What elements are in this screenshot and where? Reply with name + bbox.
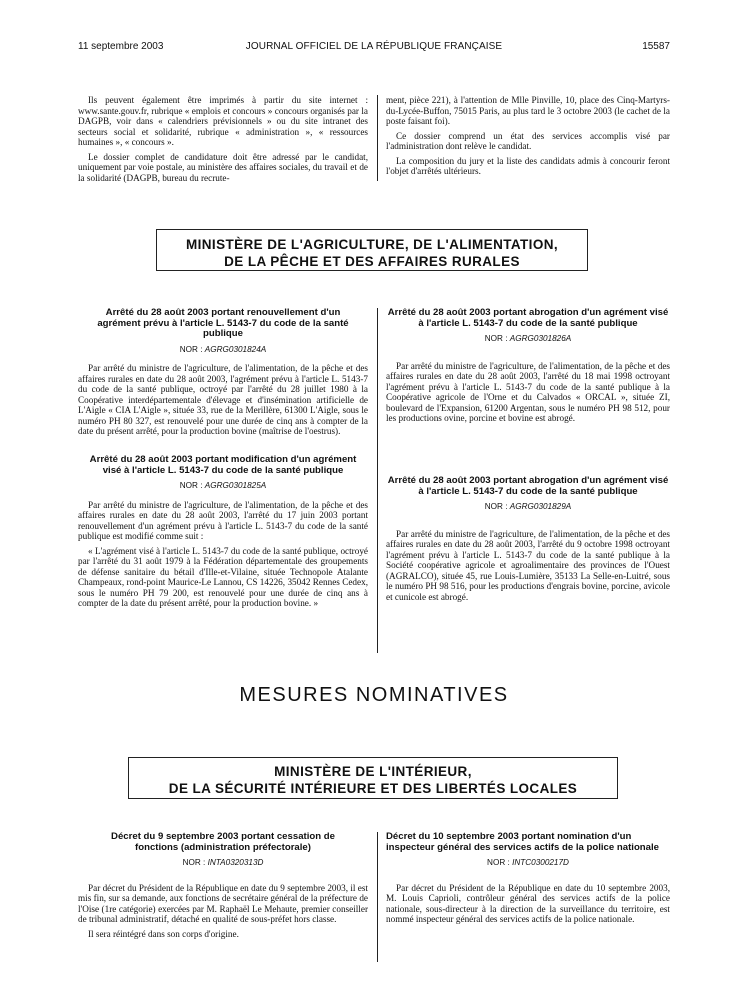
paragraph: Ils peuvent également être imprimés à partir du site internet : www.sante.gouv.fr, rubrique « emplois et concours » concours organisés par la DAGPB, voir dans « calendriers prévisionnels » ou du site intranet des secteurs social et solidarité, rubrique « administration », « ressources humaines », « concours ». [78,95,368,147]
ministry-interior-heading [128,757,618,799]
paragraph: Le dossier complet de candidature doit être adressé par le candidat, uniquement par voie postale, au ministère des affaires sociales, du travail et de la solidarité (DAGPB, bureau du recrute- [78,151,368,183]
paragraph: Il sera réintégré dans son corps d'origine. [88,928,239,939]
decree-title: Arrêté du 28 août 2003 portant abrogation d'un agrément visé à l'article L. 5143-7 du code de la santé publique [387,475,669,497]
interior-left-column [78,832,368,943]
ministry-line-1: MINISTÈRE DE L'AGRICULTURE, DE L'ALIMENTATION, [185,237,559,252]
decree-block [386,476,670,602]
paragraph: Ce dossier comprend un état des services accomplis visé par l'administration dont relève le candidat. [386,130,670,151]
nor-code: AGRG0301825A [204,481,267,490]
nor-label: NOR : [179,344,203,354]
nor-code: INTC0300217D [512,858,569,867]
nor-reference [386,858,670,869]
nor-code: AGRG0301829A [509,502,572,511]
nor-code: INTA0320313D [207,858,264,867]
paragraph: « L'agrément visé à l'article L. 5143-7 du code de la santé publique, octroyé par l'arrêté du 31 août 1979 à la Fédération départementale des groupements de défense sanitaire du bétail d'Ille-et-Vilaine, située Technopole Atalante Champeaux, rond-point Maurice-Le Lannou, CS 14226, 35042 Rennes Cedex, sous le numéro PH 79 200, est renouvelé pour une durée de cinq ans à compter de la date du présent arrêté, pour la production bovine. » [78,545,368,608]
paragraph: Par arrêté du ministre de l'agriculture, de l'alimentation, de la pêche et des affaires rurales en date du 28 août 2003, l'agrément prévu à l'article L. 5143-7 du code de la santé publique, octroyé par l'arrêté du 28 juillet 1980 à la Coopérative interdépartementale d'élevage et d'insémination artificielle de L'Aigle « CIA L'Aigle », située 33, rue de la Merillère, 61300 L'Aigle, sous le numéro PH 80 327, est renouvelé pour une durée de cinq ans à compter de la date du présent arrêté, pour la production bovine (maîtrise de l'oestrus). [78,363,368,436]
nor-label: NOR : [179,481,203,490]
paragraph: Par décret du Président de la République en date du 10 septembre 2003, M. Louis Caprioli, contrôleur général des services actifs de la police nationale, sous-directeur à la direction de la surveillance du territoire, est nommé inspecteur général des services actifs de la police nationale. [386,882,670,924]
ministry-line-2: DE LA SÉCURITÉ INTÉRIEURE ET DES LIBERTÉS LOCALES [168,781,578,796]
decree-title: Arrêté du 28 août 2003 portant renouvellement d'un agrément prévu à l'article L. 5143-7 du code de la santé publique [97,307,349,339]
nor-reference [78,345,368,356]
decree-title: Décret du 9 septembre 2003 portant cessation de fonctions (administration préfectorale) [111,831,335,853]
nor-reference [78,481,368,492]
decree-title: Arrêté du 28 août 2003 portant modification d'un agrément visé à l'article L. 5143-7 du code de la santé publique [89,454,357,476]
top-left-column [78,95,368,187]
nor-reference [78,858,368,869]
paragraph: ment, pièce 221), à l'attention de Mlle Pinville, 10, place des Cinq-Martyrs-du-Lycée-Buffon, 75015 Paris, au plus tard le 3 octobre 2003 (le cachet de la poste faisant foi). [386,95,670,126]
nor-reference [386,334,670,345]
column-divider [377,832,378,962]
nor-label: NOR : [484,334,508,343]
paragraph: Par arrêté du ministre de l'agriculture, de l'alimentation, de la pêche et des affaires rurales en date du 28 août 2003, l'arrêté du 9 octobre 1998 octroyant l'agrément prévu à l'article L. 5143-7 du code de la santé publique à la Société coopérative agricole et agroalimentaire des provinces de l'Ouest (AGRALCO), située 45, rue Louis-Lumière, 35133 La Selle-en-Luitré, sous le numéro PH 98 516, pour les productions d'engrais bovine, porcine, avicole et cunicole est abrogé. [386,528,670,602]
section-title: MESURES NOMINATIVES [239,684,509,706]
header-date: 11 septembre 2003 [78,41,164,52]
ministry-agriculture-heading [156,229,588,271]
top-right-column [386,95,670,181]
interior-right-column [386,832,670,929]
decree-title: Décret du 10 septembre 2003 portant nomination d'un inspecteur général des services actifs de la police nationale [386,831,660,853]
nor-code: AGRG0301824A [204,344,267,354]
page-header [78,41,670,55]
nor-label: NOR : [182,858,206,867]
column-divider [377,95,378,181]
paragraph: Par arrêté du ministre de l'agriculture, de l'alimentation, de la pêche et des affaires rurales en date du 28 août 2003, l'arrêté du 18 mai 1998 octroyant l'agrément prévu à l'article L. 5143-7 du code de la santé publique à la Coopérative agricole de l'Orne et du Calvados « ORCAL », située ZI, boulevard de l'Expansion, 61200 Argentan, sous le numéro PH 98 512, pour les productions ovine, porcine et bovine est abrogé. [386,360,670,423]
page-number: 15587 [642,41,670,52]
ministry-line-1: MINISTÈRE DE L'INTÉRIEUR, [274,764,472,779]
decree-block [78,455,368,609]
nor-code: AGRG0301826A [509,334,572,343]
nor-reference [386,502,670,513]
journal-title: JOURNAL OFFICIEL DE LA RÉPUBLIQUE FRANÇAISE [245,41,503,52]
paragraph: Par arrêté du ministre de l'agriculture, de l'alimentation, de la pêche et des affaires rurales en date du 28 août 2003, l'arrêté du 17 juin 2003 portant renouvellement d'un agrément prévu à l'article L. 5143-7 du code de la santé publique est modifié comme suit : [78,499,368,541]
agriculture-left-column [78,308,368,613]
paragraph: La composition du jury et la liste des candidats admis à concourir feront l'objet d'arrêtés ultérieurs. [386,155,670,176]
agriculture-right-column [386,308,670,606]
column-divider [377,308,378,653]
nor-label: NOR : [484,502,508,511]
nor-label: NOR : [487,858,510,867]
paragraph: Par décret du Président de la République en date du 9 septembre 2003, il est mis fin, sur sa demande, aux fonctions de secrétaire général de la préfecture de l'Oise (1re catégorie) exercées par M. Raphaël Le Mehaute, premier conseiller de tribunal administratif, détaché en qualité de sous-préfet hors classe. [78,882,368,924]
decree-title: Arrêté du 28 août 2003 portant abrogation d'un agrément visé à l'article L. 5143-7 du code de la santé publique [387,307,669,329]
ministry-line-2: DE LA PÊCHE ET DES AFFAIRES RURALES [224,254,520,269]
decree-block [386,308,670,476]
decree-block [78,308,368,455]
